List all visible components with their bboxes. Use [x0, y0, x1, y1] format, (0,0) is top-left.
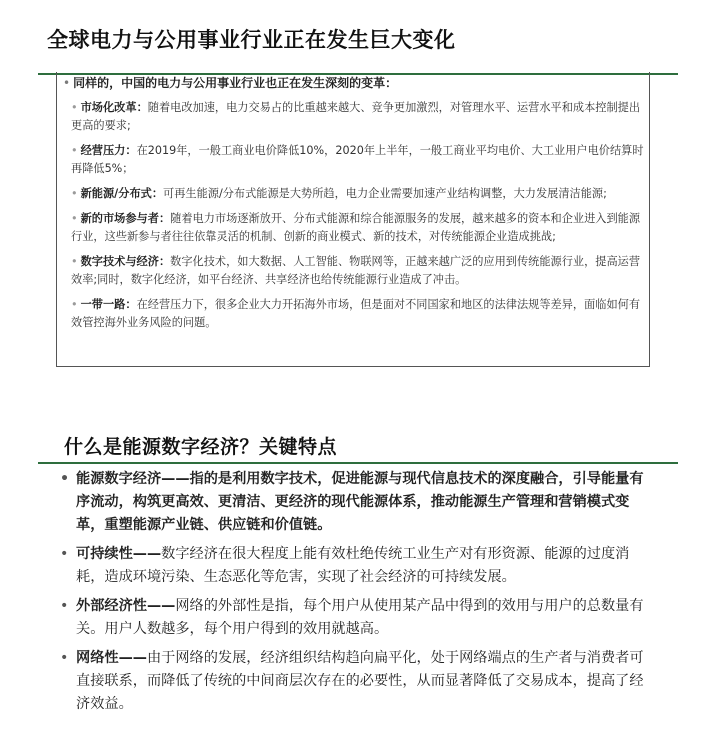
list-item — [60, 468, 650, 537]
bullet-icon: • — [60, 471, 70, 487]
bullet-icon: • — [60, 650, 69, 666]
changes-box — [56, 72, 650, 367]
item-text: 随着电改加速，电力交易占的比重越来越大、竞争更加激烈，对管理水平、运营水平和成本控制提出更高的要求; — [71, 101, 641, 132]
list-item: • 一带一路：在经营压力下，很多企业大力开拓海外市场，但是面对不同国家和地区的法律法规等差异，面临如何有效管控海外业务风险的问题。 — [71, 298, 641, 329]
section2-divider — [38, 462, 678, 464]
bullet-icon: • — [71, 144, 78, 157]
section1-title: 全球电力与公用事业行业正在发生巨大变化 — [47, 28, 456, 52]
list-item — [60, 543, 650, 589]
item-label: 一带一路 — [80, 298, 126, 311]
item-text: 在经营压力下，很多企业大力开拓海外市场，但是面对不同国家和地区的法律法规等差异，面临如何有效管控海外业务风险的问题。 — [71, 298, 641, 329]
list-item — [60, 647, 650, 716]
list-item: • 数字技术与经济：数字化技术，如大数据、人工智能、物联网等，正越来越广泛的应用到传统能源行业，提高运营效率;同时，数字化经济，如平台经济、共享经济也给传统能源行业造成了冲击。 — [71, 255, 641, 286]
item-text: 由于网络的发展，经济组织结构趋向扁平化，处于网络端点的生产者与消费者可直接联系，而降低了传统的中间商层次存在的必要性，从而显著降低了交易成本，提高了经济效益。 — [76, 650, 644, 712]
item-text: 指的是利用数字技术，促进能源与现代信息技术的深度融合，引导能量有序流动，构筑更高效、更清洁、更经济的现代能源体系，推动能源生产管理和营销模式变革，重塑能源产业链、供应链和价值链。 — [76, 471, 644, 533]
item-label: 外部经济性—— — [76, 598, 176, 614]
item-text: 网络的外部性是指，每个用户从使用某产品中得到的效用与用户的总数量有关。用户人数越多，每个用户得到的效用就越高。 — [76, 598, 644, 637]
item-label: 市场化改革 — [80, 101, 137, 114]
list-item — [60, 595, 650, 641]
features-list — [60, 468, 650, 722]
list-item: • 新的市场参与者：随着电力市场逐渐放开、分布式能源和综合能源服务的发展，越来越多的资本和企业进入到能源行业，这些新参与者往往依靠灵活的机制、创新的商业模式、新的技术，对传统能源企业造成挑战; — [71, 212, 641, 243]
bullet-icon: • — [60, 546, 69, 562]
bullet-icon: • — [71, 187, 78, 200]
item-label: 可持续性—— — [76, 546, 162, 562]
item-text: 数字化技术，如大数据、人工智能、物联网等，正越来越广泛的应用到传统能源行业，提高运营效率;同时，数字化经济，如平台经济、共享经济也给传统能源行业造成了冲击。 — [71, 255, 641, 286]
bullet-icon: • — [71, 255, 78, 268]
item-text: 可再生能源/分布式能源是大势所趋，电力企业需要加速产业结构调整，大力发展清洁能源; — [163, 187, 607, 200]
list-item: • 新能源/分布式：可再生能源/分布式能源是大势所趋，电力企业需要加速产业结构调整，大力发展清洁能源; — [71, 187, 607, 200]
box-intro — [63, 75, 649, 92]
item-label: 新能源/分布式 — [80, 187, 152, 200]
item-text: 在2019年，一般工商业电价降低10%，2020年上半年，一般工商业平均电价、大工业用户电价结算时再降低5%； — [71, 144, 644, 175]
item-label: 能源数字经济—— — [76, 471, 190, 487]
item-label: 网络性—— — [76, 650, 147, 666]
bullet-icon: • — [63, 76, 71, 90]
item-label: 新的市场参与者 — [80, 212, 159, 225]
item-text: 随着电力市场逐渐放开、分布式能源和综合能源服务的发展，越来越多的资本和企业进入到能源行业，这些新参与者往往依靠灵活的机制、创新的商业模式、新的技术，对传统能源企业造成挑战; — [71, 212, 641, 243]
item-label: 数字技术与经济 — [80, 255, 159, 268]
item-text: 数字经济在很大程度上能有效杜绝传统工业生产对有形资源、能源的过度消耗，造成环境污染、生态恶化等危害，实现了社会经济的可持续发展。 — [76, 546, 630, 585]
bullet-icon: • — [71, 101, 78, 114]
bullet-icon: • — [71, 298, 78, 311]
box-intro-text: 同样的，中国的电力与公用事业行业也正在发生深刻的变革： — [73, 76, 398, 90]
section2-title: 什么是能源数字经济？关键特点 — [64, 436, 338, 458]
item-label: 经营压力 — [80, 144, 126, 157]
bullet-icon: • — [71, 212, 78, 225]
list-item: • 市场化改革：随着电改加速，电力交易占的比重越来越大、竞争更加激烈，对管理水平、运营水平和成本控制提出更高的要求; — [71, 101, 641, 132]
list-item: • 经营压力：在2019年，一般工商业电价降低10%，2020年上半年，一般工商业平均电价、大工业用户电价结算时再降低5%； — [71, 144, 644, 175]
bullet-icon: • — [60, 598, 69, 614]
